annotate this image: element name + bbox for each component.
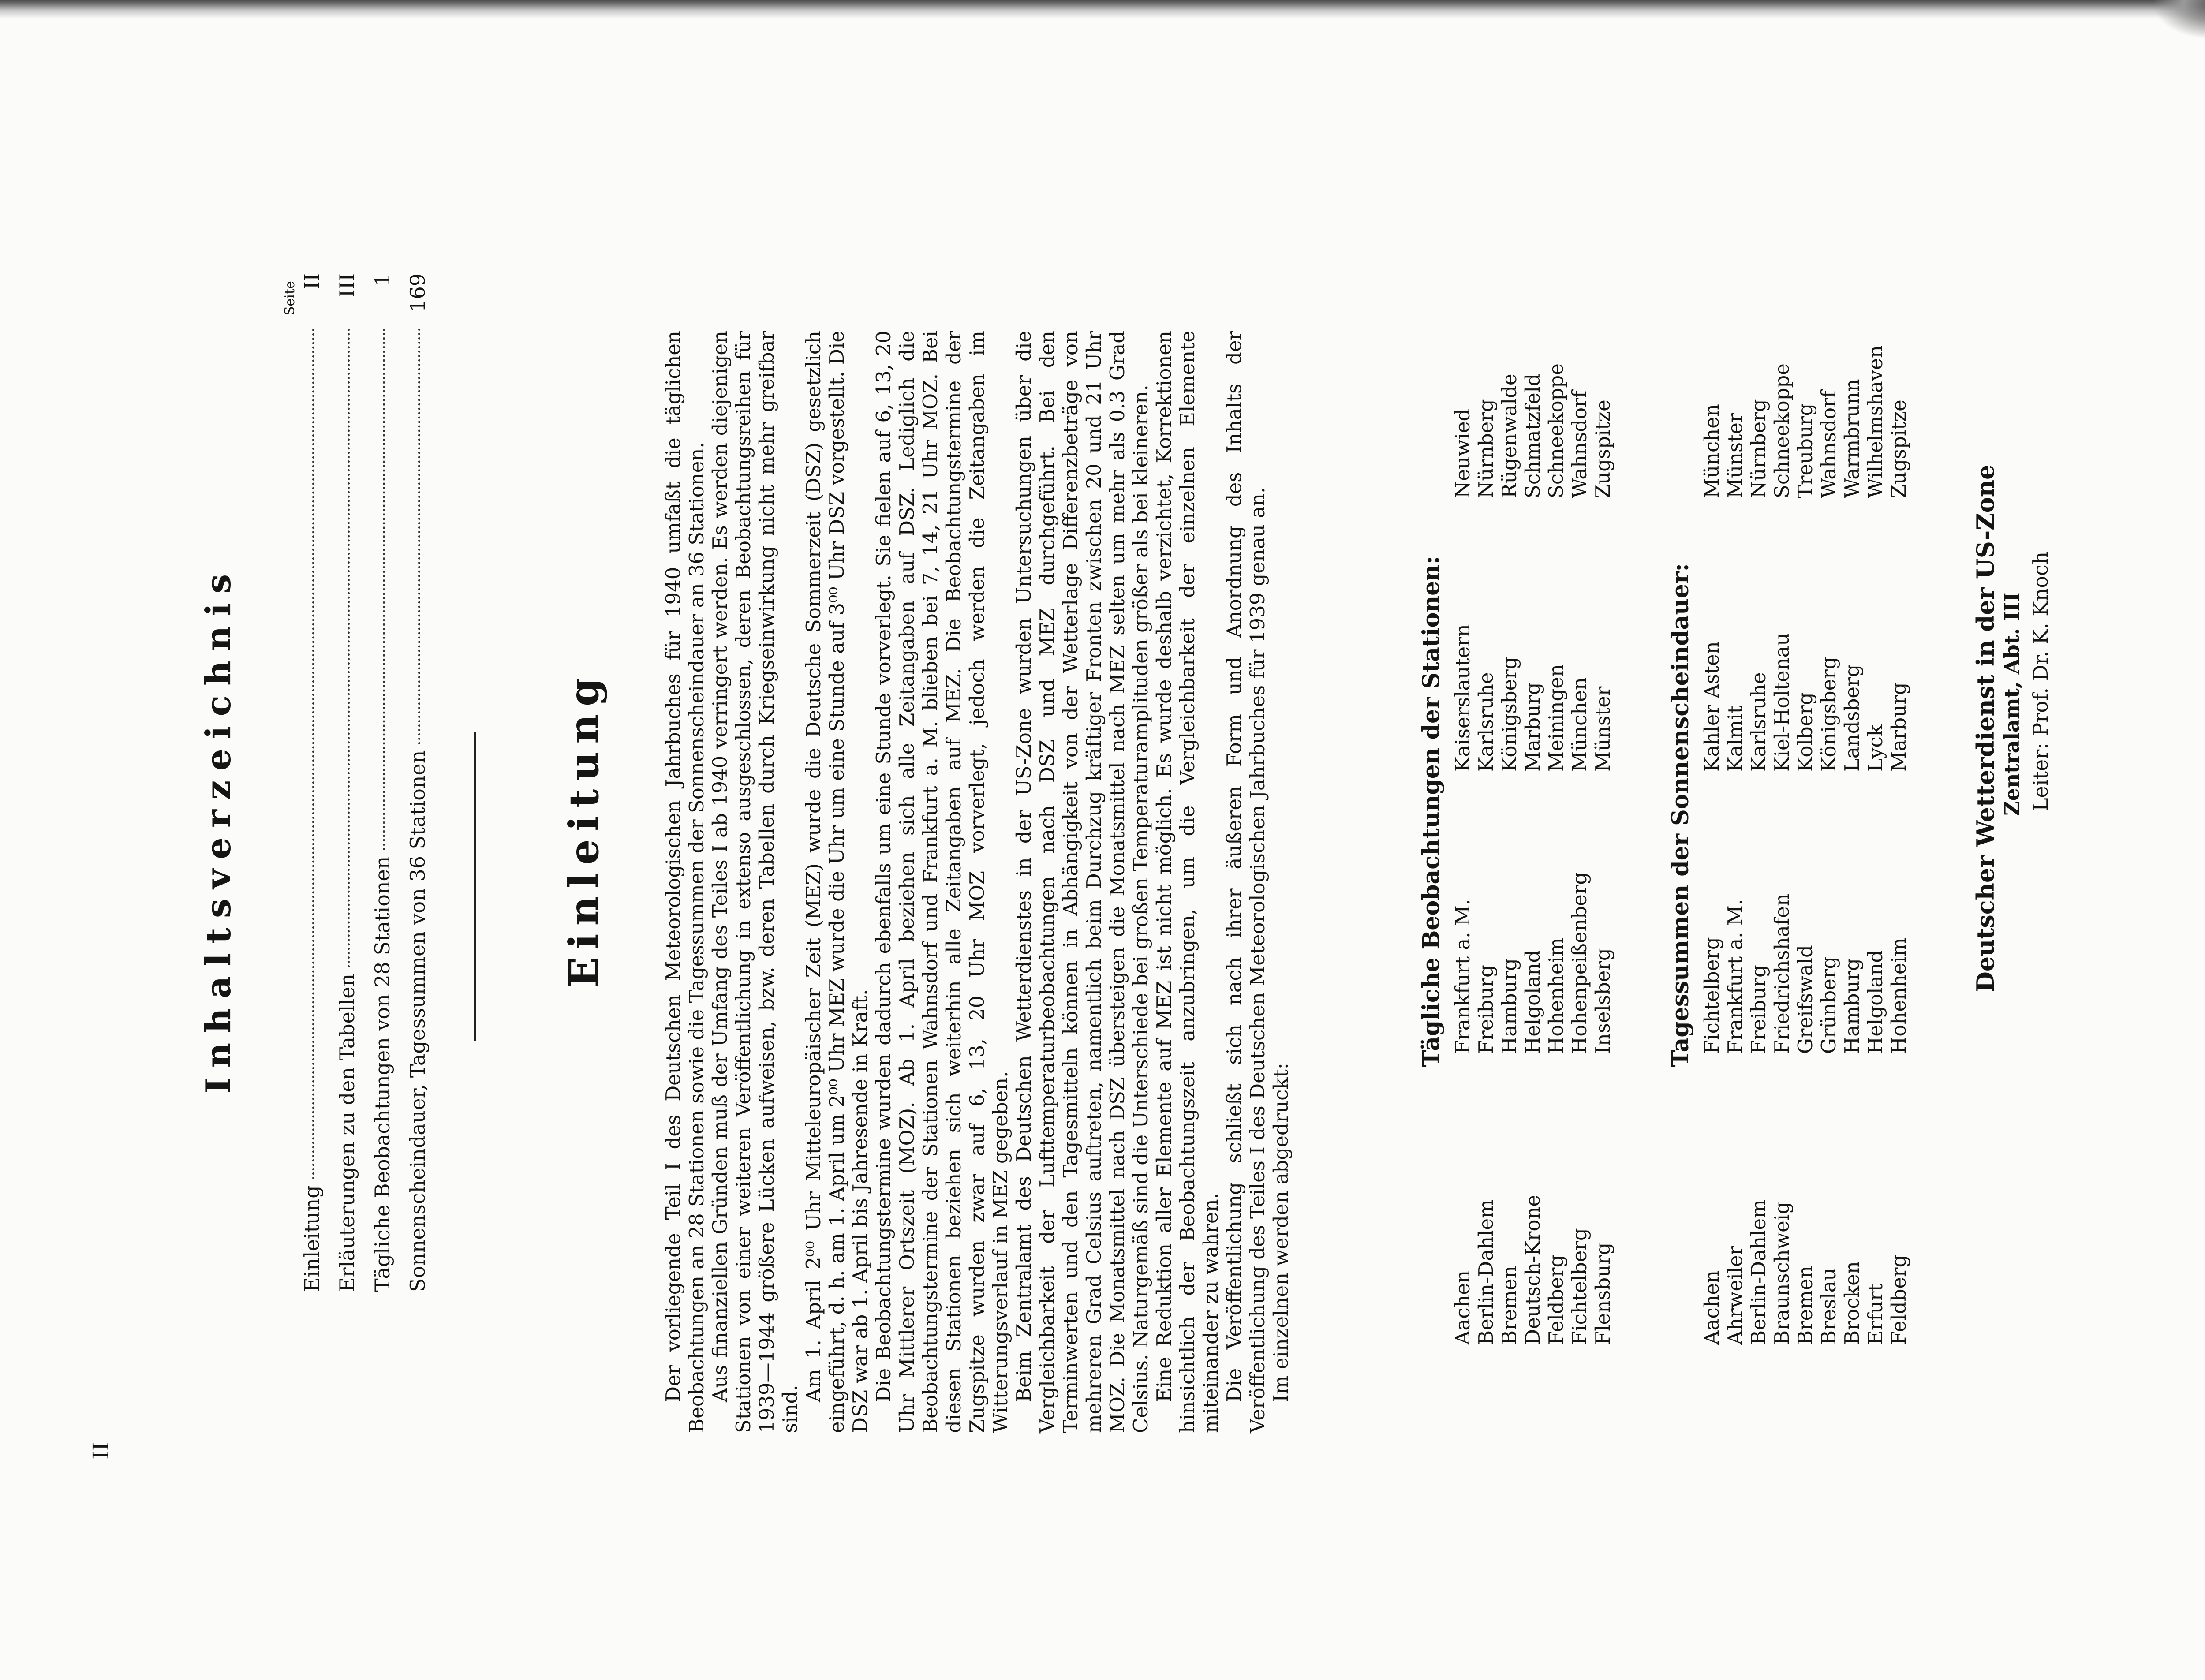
signature-department: Zentralamt, Abt. III: [2000, 592, 2024, 816]
station-name: Wahnsdorf: [1568, 390, 1591, 498]
toc-leader-dots: [312, 328, 314, 1179]
station-name: Münster: [1591, 686, 1615, 772]
station-name: Frankfurt a. M.: [1723, 899, 1747, 1054]
toc-leader-dots: [418, 328, 420, 744]
station-list-column: [1451, 624, 1615, 772]
station-name: Nürnberg: [1474, 399, 1498, 498]
toc-entry: [370, 273, 406, 1292]
toc-entry-page: II: [300, 273, 324, 290]
station-name: Münster: [1723, 413, 1747, 498]
toc-entry-page: 1: [370, 273, 394, 287]
station-name: Friedrichshafen: [1770, 893, 1794, 1054]
station-name: Königsberg: [1498, 657, 1521, 772]
station-name: Karlsruhe: [1747, 672, 1770, 772]
station-name: Flensburg: [1591, 1242, 1615, 1345]
station-name: Hohenheim: [1887, 937, 1910, 1054]
station-list-column: [1700, 1199, 1910, 1345]
toc-seite-label: Seite: [282, 281, 298, 315]
toc-leader-dots: [348, 328, 350, 967]
station-name: Kiel-Holtenau: [1770, 633, 1794, 772]
signature-director: Leiter: Prof. Dr. K. Knoch: [2029, 551, 2052, 811]
station-name: Hamburg: [1840, 958, 1864, 1054]
station-name: Warmbrunn: [1840, 379, 1864, 498]
station-name: Kalmit: [1723, 706, 1747, 772]
table-of-contents: [300, 273, 441, 1292]
toc-entry-page: 169: [406, 273, 430, 312]
station-name: Neuwied: [1451, 408, 1474, 498]
station-name: Greifswald: [1794, 945, 1817, 1054]
station-name: Bremen: [1498, 1266, 1521, 1345]
einleitung-body: [662, 331, 1293, 1433]
station-list-column: [1700, 633, 1910, 772]
station-name: Helgoland: [1521, 950, 1544, 1054]
paragraph: Beim Zentralamt des Deutschen Wetterdienstes in der US-Zone wurden Untersuchungen über die Vergleichbarkeit der Lufttemperaturbeobachtungen nach DSZ und MEZ durchgeführt. Bei den Terminwerten und den Tagesmitteln können in Abhängigkeit von der Wetterlage Differenzbeträge von mehreren Grad Celsius auftreten, namentlich beim Durchzug kräftiger Fronten zwischen 20 und 21 Uhr MOZ. Die Monatsmittel nach DSZ übersteigen die Monatsmittel nach MEZ selten um mehr als 0.3 Grad Celsius. Naturgemäß sind die Unterschiede bei großen Temperaturamplituden größer als bei kleineren.: [1012, 331, 1152, 1433]
toc-entry: [406, 273, 441, 1292]
toc-entry: [335, 273, 370, 1292]
station-list-column: [1451, 872, 1615, 1054]
toc-entry-label: Tägliche Beobachtungen von 28 Stationen: [370, 856, 394, 1292]
station-name: Braunschweig: [1770, 1202, 1794, 1345]
paragraph: Am 1. April 2⁰⁰ Uhr Mitteleuropäischer Zeit (MEZ) wurde die Deutsche Sommerzeit (DSZ) gesetzlich eingeführt, d. h. am 1. April um 2⁰⁰ Uhr MEZ wurde die Uhr um eine Stunde auf 3⁰⁰ Uhr DSZ vorgestellt. Die DSZ war ab 1. April bis Jahresende in Kraft.: [802, 331, 872, 1433]
station-name: Marburg: [1521, 682, 1544, 772]
station-list-column: [1451, 363, 1615, 498]
station-name: Zugspitze: [1887, 399, 1910, 498]
station-name: Fichtelberg: [1568, 1228, 1591, 1345]
station-name: München: [1568, 677, 1591, 772]
station-name: Ahrweiler: [1723, 1245, 1747, 1345]
toc-entry-label: Einleitung: [300, 1185, 324, 1292]
sunshine-stations-title: Tagessummen der Sonnenscheindauer:: [1667, 563, 1694, 1067]
paragraph: Die Veröffentlichung schließt sich nach ihrer äußeren Form und Anordnung des Inhalts der Veröffentlichung des Teiles I des Deutschen Meteorologischen Jahrbuches für 1939 genau an.: [1222, 331, 1269, 1433]
station-name: Nürnberg: [1747, 399, 1770, 498]
page-number: II: [88, 1442, 114, 1460]
station-name: Hohenheim: [1544, 937, 1568, 1054]
station-name: Freiburg: [1474, 965, 1498, 1054]
station-name: Berlin-Dahlem: [1474, 1199, 1498, 1345]
station-name: Schneekoppe: [1770, 363, 1794, 498]
paragraph-closing: Im einzelnen werden abgedruckt:: [1269, 1063, 1293, 1402]
toc-entry-page: III: [335, 273, 359, 298]
station-name: München: [1700, 404, 1723, 498]
station-name: Karlsruhe: [1474, 672, 1498, 772]
station-name: Kahler Asten: [1700, 641, 1723, 772]
station-name: Frankfurt a. M.: [1451, 899, 1474, 1054]
station-name: Feldberg: [1887, 1254, 1910, 1345]
station-name: Zugspitze: [1591, 399, 1615, 498]
station-name: Hohenpeißenberg: [1568, 872, 1591, 1054]
station-name: Landsberg: [1840, 664, 1864, 772]
station-list-column: [1451, 1195, 1615, 1345]
station-name: Deutsch-Krone: [1521, 1195, 1544, 1345]
station-name: Grünberg: [1817, 956, 1840, 1054]
station-name: Fichtelberg: [1700, 937, 1723, 1054]
station-name: Bremen: [1794, 1266, 1817, 1345]
station-name: Königsberg: [1817, 657, 1840, 772]
station-name: Freiburg: [1747, 965, 1770, 1054]
station-name: Schneekoppe: [1544, 363, 1568, 498]
toc-leader-dots: [383, 328, 385, 850]
station-name: Aachen: [1700, 1270, 1723, 1345]
toc-entry-label: Erläuterungen zu den Tabellen: [335, 973, 359, 1292]
station-name: Kaiserslautern: [1451, 624, 1474, 772]
station-name: Berlin-Dahlem: [1747, 1199, 1770, 1345]
station-name: Marburg: [1887, 682, 1910, 772]
paragraph: Aus finanziellen Gründen muß der Umfang des Teiles I ab 1940 verringert werden. Es werden diejenigen Stationen von einer weiteren Veröffentlichung in extenso ausgeschlossen, deren Beobachtungsreihen für 1939—1944 größere Lücken aufweisen, bzw. deren Tabellen durch Kriegseinwirkung nicht mehr greifbar sind.: [708, 331, 802, 1433]
einleitung-heading: Einleitung: [560, 670, 608, 988]
station-name: Aachen: [1451, 1270, 1474, 1345]
station-name: Hamburg: [1498, 958, 1521, 1054]
toc-entry: [300, 273, 335, 1292]
station-name: Meiningen: [1544, 664, 1568, 772]
toc-entry-label: Sonnenscheindauer, Tagessummen von 36 Stationen: [406, 750, 430, 1292]
station-name: Inselsberg: [1591, 948, 1615, 1054]
station-name: Breslau: [1817, 1268, 1840, 1345]
station-name: Brocken: [1840, 1261, 1864, 1345]
station-name: Schmatzfeld: [1521, 373, 1544, 498]
section-divider: [474, 732, 476, 1041]
station-list-column: [1700, 345, 1910, 498]
signature-organization: Deutscher Wetterdienst in der US-Zone: [1971, 464, 1999, 992]
station-name: Wilhelmshaven: [1864, 345, 1887, 498]
station-name: Lyck: [1864, 724, 1887, 772]
paragraph: Die Beobachtungstermine wurden dadurch ebenfalls um eine Stunde vorverlegt. Sie fielen auf 6, 13, 20 Uhr Mittlerer Ortszeit (MOZ). Ab 1. April beziehen sich alle Zeitangaben auf DSZ. Lediglich die Beobachtungstermine der Stationen Wahnsdorf und Frankfurt a. M. blieben bei 7, 14, 21 Uhr MOZ. Bei diesen Stationen beziehen sich weiterhin alle Zeitangaben auf MEZ. Die Beobachtungstermine der Zugspitze wurden zwar auf 6, 13, 20 Uhr MOZ vorverlegt, jedoch werden die Zeitangaben im Witterungsverlauf in MEZ gegeben.: [872, 331, 1012, 1433]
station-name: Rügenwalde: [1498, 373, 1521, 498]
station-name: Erfurt: [1864, 1283, 1887, 1345]
station-name: Wahnsdorf: [1817, 390, 1840, 498]
paragraph: Der vorliegende Teil I des Deutschen Meteorologischen Jahrbuches für 1940 umfaßt die täglichen Beobachtungen an 28 Stationen sowie die Tagessummen der Sonnenscheindauer an 36 Stationen.: [662, 331, 708, 1433]
station-name: Treuburg: [1794, 403, 1817, 498]
station-name: Feldberg: [1544, 1254, 1568, 1345]
toc-title: Inhaltsverzeichnis: [198, 564, 239, 1094]
station-list-column: [1700, 893, 1910, 1054]
station-name: Kolberg: [1794, 692, 1817, 772]
station-name: Helgoland: [1864, 950, 1887, 1054]
daily-stations-title: Tägliche Beobachtungen der Stationen:: [1418, 556, 1445, 1067]
paragraph: Eine Reduktion aller Elemente auf MEZ ist nicht möglich. Es wurde deshalb verzichtet, Korrektionen hinsichtlich der Beobachtungszeit anzubringen, um die Vergleichbarkeit der einzelnen Elemente miteinander zu wahren.: [1152, 331, 1222, 1433]
